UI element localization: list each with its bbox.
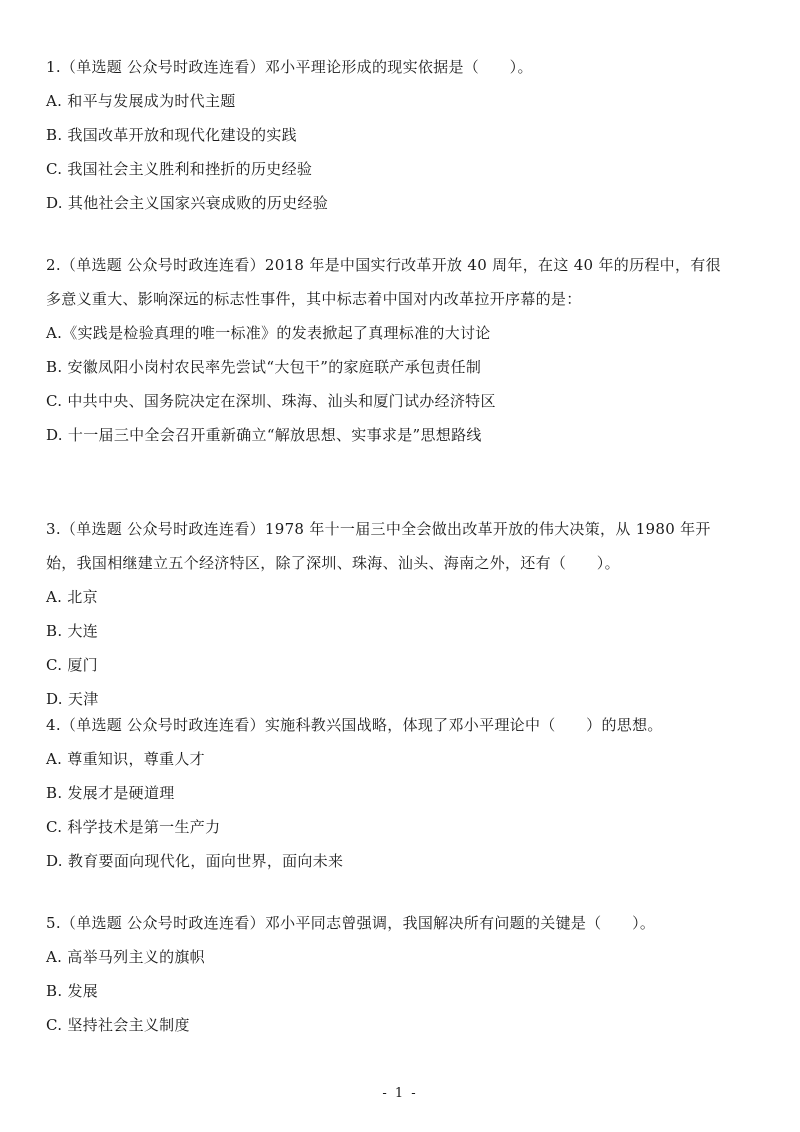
question-1-option-d: D. 其他社会主义国家兴衰成败的历史经验 bbox=[46, 194, 329, 212]
question-2-option-b: B. 安徽凤阳小岗村农民率先尝试“大包干”的家庭联产承包责任制 bbox=[46, 358, 482, 376]
question-3-option-d: D. 天津 bbox=[46, 690, 99, 708]
question-3-option-a: A. 北京 bbox=[46, 588, 98, 606]
question-5-option-b: B. 发展 bbox=[46, 982, 99, 1000]
question-1-option-a: A. 和平与发展成为时代主题 bbox=[46, 92, 236, 110]
question-2-option-a: A.《实践是检验真理的唯一标准》的发表掀起了真理标准的大讨论 bbox=[46, 324, 491, 342]
question-2-option-c: C. 中共中央、国务院决定在深圳、珠海、汕头和厦门试办经济特区 bbox=[46, 392, 496, 410]
question-5-option-a: A. 高举马列主义的旗帜 bbox=[46, 948, 205, 966]
question-2-option-d: D. 十一届三中全会召开重新确立“解放思想、实事求是”思想路线 bbox=[46, 426, 482, 444]
question-2-stem-line-1: 2.（单选题 公众号时政连连看）2018 年是中国实行改革开放 40 周年，在这 40 年的历程中，有很 bbox=[46, 256, 721, 274]
question-3 bbox=[46, 512, 758, 716]
question-3-stem-line-2: 始，我国相继建立五个经济特区，除了深圳、珠海、汕头、海南之外，还有（ ）。 bbox=[46, 554, 620, 572]
question-1-option-c: C. 我国社会主义胜利和挫折的历史经验 bbox=[46, 160, 313, 178]
question-3-option-b: B. 大连 bbox=[46, 622, 99, 640]
question-1-stem: 1.（单选题 公众号时政连连看）邓小平理论形成的现实依据是（ ）。 bbox=[46, 58, 533, 76]
question-4 bbox=[46, 708, 758, 878]
question-3-stem-line-1: 3.（单选题 公众号时政连连看）1978 年十一届三中全会做出改革开放的伟大决策，从 1980 年开 bbox=[46, 520, 711, 538]
question-1 bbox=[46, 50, 758, 220]
question-4-stem: 4.（单选题 公众号时政连连看）实施科教兴国战略，体现了邓小平理论中（ ）的思想。 bbox=[46, 716, 663, 734]
question-4-option-d: D. 教育要面向现代化，面向世界，面向未来 bbox=[46, 852, 344, 870]
question-2-stem-line-2: 多意义重大、影响深远的标志性事件，其中标志着中国对内改革拉开序幕的是： bbox=[46, 290, 582, 308]
question-2 bbox=[46, 248, 758, 452]
question-5 bbox=[46, 906, 758, 1042]
page-number: - 1 - bbox=[382, 1086, 418, 1101]
question-5-stem: 5.（单选题 公众号时政连连看）邓小平同志曾强调，我国解决所有问题的关键是（ ）。 bbox=[46, 914, 656, 932]
question-5-option-c: C. 坚持社会主义制度 bbox=[46, 1016, 190, 1034]
question-3-option-c: C. 厦门 bbox=[46, 656, 98, 674]
question-4-option-b: B. 发展才是硬道理 bbox=[46, 784, 175, 802]
question-4-option-a: A. 尊重知识，尊重人才 bbox=[46, 750, 205, 768]
question-1-option-b: B. 我国改革开放和现代化建设的实践 bbox=[46, 126, 297, 144]
question-4-option-c: C. 科学技术是第一生产力 bbox=[46, 818, 221, 836]
